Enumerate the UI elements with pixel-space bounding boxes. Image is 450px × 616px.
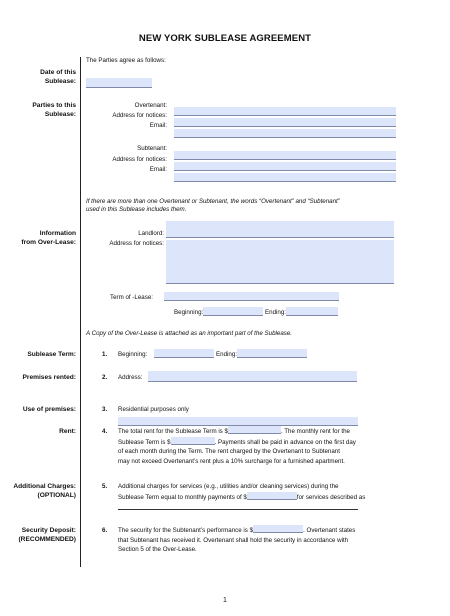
subtenant-email-field[interactable] bbox=[174, 173, 396, 182]
overtenant-email-label: Email: bbox=[149, 122, 167, 129]
multiple-parties-note: If there are more than one Overtenant or Subtenant, the words “Overtenant” and “Subtenant” used in this Sublease includes them. bbox=[86, 198, 340, 213]
additional-charges-label: Additional Charges: (OPTIONAL) bbox=[13, 483, 76, 499]
security-deposit-label: Security Deposit: (RECOMMENDED) bbox=[18, 527, 76, 543]
subtenant-address-field[interactable] bbox=[174, 162, 396, 171]
security-amount-field[interactable] bbox=[253, 525, 303, 533]
overlease-ending-label: Ending: bbox=[265, 309, 286, 316]
sublease-ending-label: Ending: bbox=[216, 351, 237, 358]
section-2-number: 2. bbox=[102, 374, 108, 381]
overlease-info-label: Information from Over-Lease: bbox=[21, 230, 76, 246]
subtenant-address-label: Address for notices: bbox=[112, 156, 167, 163]
copy-note: A Copy of the Over-Lease is attached as an important part of the Sublease. bbox=[86, 330, 293, 337]
additional-charges-amount-field[interactable] bbox=[247, 492, 297, 500]
additional-charges-paragraph: Additional charges for services (e.g., utilities and/or cleaning services) during the Sublease Term equal to monthly payments of $ for services described as bbox=[118, 483, 366, 501]
section-1-number: 1. bbox=[102, 351, 108, 358]
rent-label: Rent: bbox=[59, 428, 76, 435]
overlease-beginning-label: Beginning: bbox=[174, 309, 204, 316]
parties-label: Parties to this Sublease: bbox=[32, 102, 76, 118]
premises-address-label: Address: bbox=[118, 374, 143, 381]
page-number: 1 bbox=[223, 597, 227, 604]
rent-highlight-field[interactable] bbox=[118, 417, 358, 426]
overlease-ending-field[interactable] bbox=[286, 307, 338, 316]
residential-purposes-text: Residential purposes only bbox=[118, 406, 189, 413]
margin-rule bbox=[80, 57, 81, 567]
rent-paragraph: The total rent for the Sublease Term is $ . The monthly rent for the Sublease Term is $ . Payments shall be paid in advance on the first day of each month during the Term. The rent charged by the Overtenant to Subtenant may not exceed Overtenant’s rent plus a 10% surcharge for a furnished apartment. bbox=[118, 428, 356, 465]
section-5-number: 5. bbox=[102, 483, 108, 490]
use-of-premises-label: Use of premises: bbox=[22, 406, 76, 413]
subtenant-email-label: Email: bbox=[149, 166, 167, 173]
sublease-beginning-field[interactable] bbox=[154, 349, 214, 358]
security-deposit-paragraph: The security for the Subtenant’s performance is $ . Overtenant states that Subtenant has received it. Overtenant shall hold the security in accordance with Section 5 of the Over-Lease. bbox=[118, 527, 356, 554]
overlease-address-label: Address for notices: bbox=[109, 240, 164, 247]
sublease-beginning-label: Beginning: bbox=[118, 351, 148, 358]
overtenant-address-label: Address for notices: bbox=[112, 112, 167, 119]
monthly-rent-field[interactable] bbox=[171, 437, 215, 445]
term-of-lease-field[interactable] bbox=[164, 292, 339, 301]
premises-label: Premises rented: bbox=[22, 374, 76, 381]
landlord-field[interactable] bbox=[166, 221, 394, 238]
section-3-number: 3. bbox=[102, 406, 108, 413]
overlease-address-field[interactable] bbox=[166, 240, 394, 284]
overtenant-label: Overtenant: bbox=[134, 102, 167, 109]
sublease-term-label: Sublease Term: bbox=[27, 351, 76, 358]
premises-address-field[interactable] bbox=[148, 371, 357, 382]
overtenant-name-field[interactable] bbox=[174, 107, 396, 116]
section-4-number: 4. bbox=[102, 428, 108, 435]
sublease-ending-field[interactable] bbox=[237, 349, 307, 358]
total-rent-field[interactable] bbox=[228, 426, 281, 434]
term-of-lease-label: Term of -Lease: bbox=[110, 294, 153, 301]
document-title: NEW YORK SUBLEASE AGREEMENT bbox=[138, 33, 312, 44]
overlease-beginning-field[interactable] bbox=[203, 307, 263, 316]
intro-text: The Parties agree as follows: bbox=[86, 57, 166, 64]
overtenant-email-field[interactable] bbox=[174, 129, 396, 138]
subtenant-name-field[interactable] bbox=[174, 151, 396, 160]
landlord-label: Landlord: bbox=[138, 230, 164, 237]
date-field[interactable] bbox=[86, 78, 152, 88]
section-6-number: 6. bbox=[102, 527, 108, 534]
services-description-line[interactable] bbox=[118, 509, 358, 510]
overtenant-address-field[interactable] bbox=[174, 118, 396, 127]
subtenant-label: Subtenant: bbox=[137, 145, 167, 152]
date-label: Date of this Sublease: bbox=[40, 69, 76, 85]
